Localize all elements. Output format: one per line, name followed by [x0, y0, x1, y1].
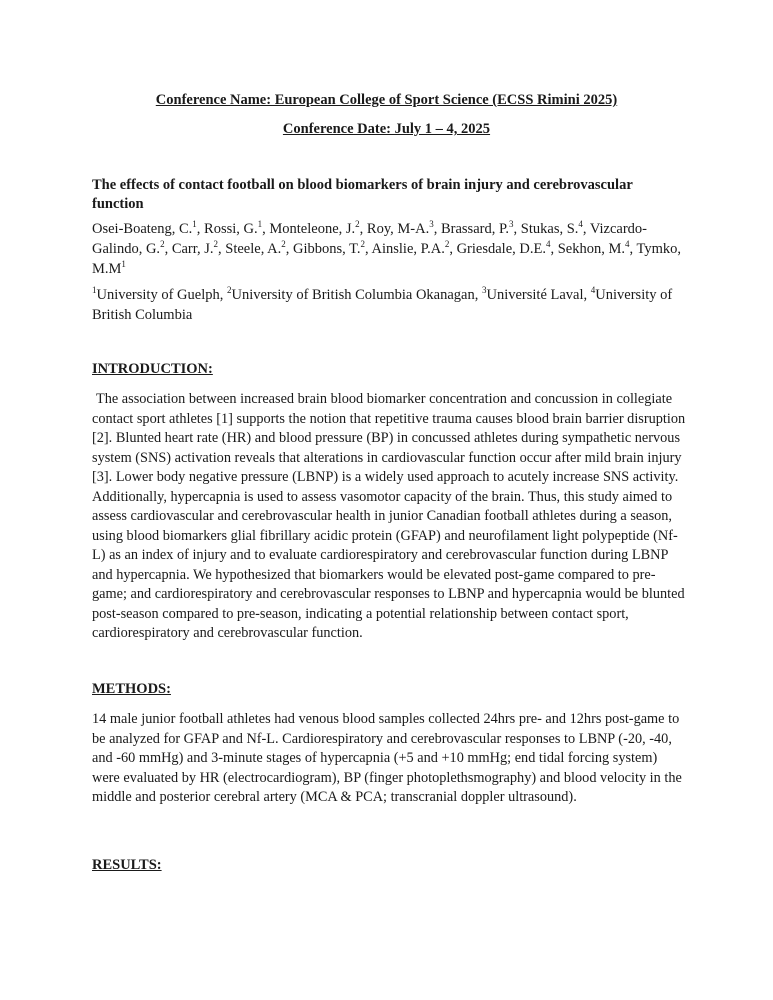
author: Osei-Boateng, C. [92, 221, 193, 237]
author-affiliation-number: 2 [355, 219, 360, 230]
author-affiliation-number: 2 [360, 239, 366, 250]
author-affiliation-number: 4 [625, 239, 630, 250]
conference-date: Conference Date: July 1 – 4, 2025 [282, 121, 491, 137]
author-affiliation-number: 1 [121, 259, 126, 270]
affiliation-number: 4 [590, 285, 596, 296]
author: Vizcardo-Galindo, G. [92, 221, 648, 257]
methods-text: 14 male junior football athletes had venous blood samples collected 24hrs pre- and 12hrs post-game to be analyzed for GFAP and Nf-L. Cardiorespiratory and cerebrovascular responses to LBNP (-20, -40, and -60 mmHg) and 3-minute stages of hypercapnia (+5 and +10 mmHg; end tidal forcing system) were evaluated by HR (electrocardiogram), BP (finger photoplethsmography) and blood velocity in the middle and posterior cerebral artery (MCA & PCA; transcranial doppler ultrasound). [92, 711, 682, 805]
author-affiliation-number: 2 [281, 239, 286, 250]
conference-name: Conference Name: European College of Sport Science (ECSS Rimini 2025) [155, 92, 618, 108]
author-list: Osei-Boateng, C.$^1$, Rossi, G.$^1$, Monteleone, J.$^2$, Roy, M-A.$^3$, Brassard, P.$^3$, Stukas, S.$^4$, Vizcardo-Galindo, G.$^2$, Carr, J.$^2$, Steele, A.$^2$, Gibbons, T.$^2$, Ainslie, P.A.$^2$, Griesdale, D.E.$^4$, Sekhon, M.$^4$, Tymko, $M.M^1$ [92, 219, 681, 277]
author: Carr, J. [171, 241, 214, 257]
author: Sekhon, M. [557, 241, 625, 257]
affiliation-list: $^1$University of Guelph, $^2$University of British Columbia Okanagan, $^3$Université Laval, $^4$University of British Columbia [92, 285, 673, 323]
results-heading: RESULTS: [92, 857, 162, 873]
author-affiliation-number: 3 [429, 219, 434, 230]
author-affiliation-number: 2 [444, 239, 450, 250]
introduction-text: The association between increased brain blood biomarker concentration and concussion in collegiate contact sport athletes [1] supports the notion that repetitive trauma causes blood brain barrier disruption [2]. Blunted heart rate (HR) and blood pressure (BP) in concussed athletes during sympathetic nervous system (SNS) activation reveals that alterations in cardiovascular function occur after mild brain injury [3]. Lower body negative pressure (LBNP) is a widely used approach to acutely increase SNS activity. Additionally, hypercapnia is used to assess vasomotor capacity of the brain. Thus, this study aimed to assess cardiovascular and cerebrovascular health in junior Canadian football athletes during a season, using blood biomarkers glial fibrillary acidic protein (GFAP) and neurofilament light polypeptide (Nf-L) as an index of injury and to evaluate cardiorespiratory and cerebrovascular function during LBNP and hypercapnia. We hypothesized that biomarkers would be elevated post-game compared to pre-game; and cardiorespiratory and cerebrovascular responses to LBNP and hypercapnia would be blunted post-season compared to pre-season, indicating a potential relationship between contact sport, cardiorespiratory and cerebrovascular function. [92, 391, 686, 641]
affiliation-number: 3 [481, 285, 487, 296]
author-affiliation-number: 3 [509, 219, 514, 230]
abstract-title: The effects of contact football on blood biomarkers of brain injury and cerebrovascular function [92, 177, 633, 212]
affiliation-number: 1 [92, 285, 97, 296]
affiliation: University of British Columbia Okanagan [231, 287, 475, 303]
author-affiliation-number: 1 [257, 219, 263, 230]
affiliation-number: 2 [226, 285, 232, 296]
author: Griesdale, D.E. [456, 241, 546, 257]
introduction-heading: INTRODUCTION: [92, 361, 213, 377]
author: Gibbons, T. [293, 241, 361, 257]
author: Ainslie, P.A. [371, 241, 445, 257]
author-affiliation-number: 4 [545, 239, 551, 250]
affiliation: Université Laval [486, 287, 584, 303]
author-affiliation-number: 4 [578, 219, 583, 230]
methods-heading: METHODS: [92, 681, 171, 697]
affiliation: University of British Columbia [92, 287, 673, 323]
author: Brassard, P. [440, 221, 510, 237]
author: Tymko, M.M [92, 241, 681, 277]
author: Monteleone, J. [269, 221, 356, 237]
author: Roy, M-A. [366, 221, 430, 237]
author-affiliation-number: 2 [160, 239, 165, 250]
author: Rossi, G. [204, 221, 258, 237]
author: Steele, A. [225, 241, 282, 257]
author-affiliation-number: 2 [213, 239, 219, 250]
author: Stukas, S. [520, 221, 579, 237]
author-affiliation-number: 1 [192, 219, 197, 230]
affiliation: University of Guelph [96, 287, 220, 303]
